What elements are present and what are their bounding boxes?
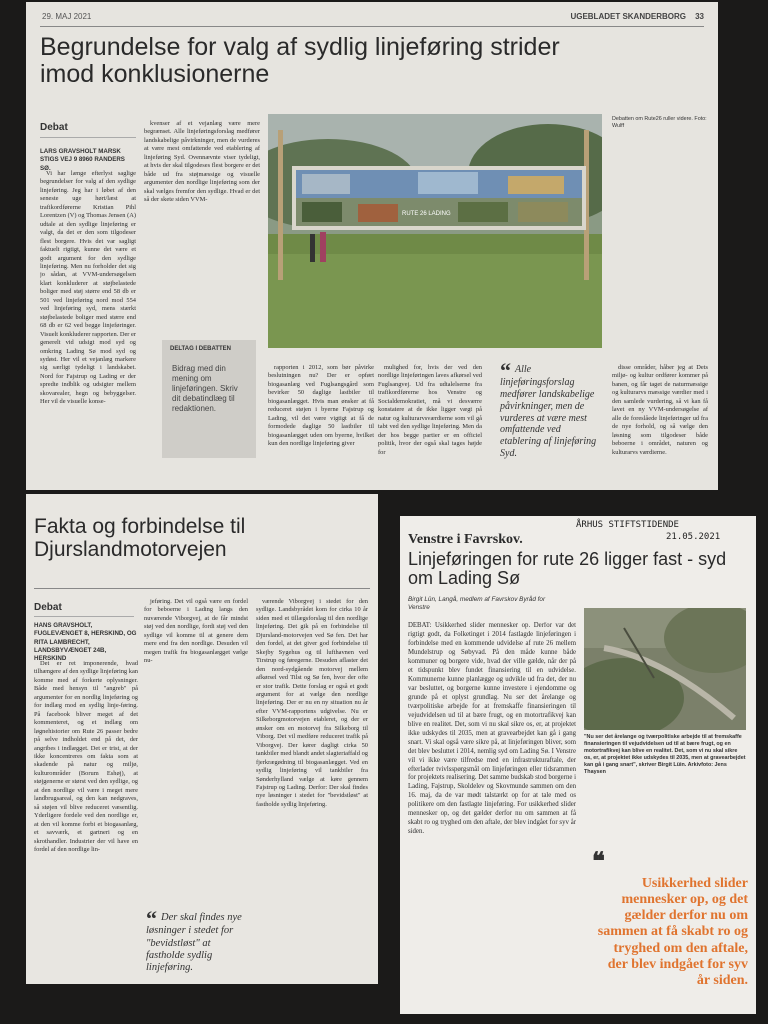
kicker-rule (34, 616, 134, 617)
article-column-1: Vi har længe efterlyst saglige begrundelser for valg af den sydlige linjeføring. Jeg har i løbet af den seneste uge hørt/læst at trafikordførerne Kristian Pihl Lorentzen (V) og Thomas Jensen (A) udtale at den sydlige linjeføring er valgt, da det er den som tilgodeser flest borgere. Hvis det var sagligt faktuelt rigtigt, kunne det være et godt argument for den sydlige linjeføring. Men nu forholder det sig jo sådan, at VVM-undersøgelsen klart konkluderer at støjbelastede boliger med støj større end 58 db er 501 ved linjeføring nord mod 554 ved linjeføring syd, mens stærkt støjbelastede boliger med større end 68 db er 62 ved begge linjeføringer. Visuelt konkluderer rapporten. Der er generelt vid udsigt mod syd og omkring Lading Sø mod syd og sydøst. Her vil et vejanlæg markere sig særligt tydeligt i landskabet. Nord for Fajstrup og Lading er der spredte indblik og udsigter mellem skovarealer, hegn og bebyggelser. Her vil de visuelle konse- (40, 170, 136, 406)
photo-caption: Debatten om Rute26 ruller videre. Foto: Wulff (612, 116, 707, 130)
author-byline: HANS GRAVSHOLT, FUGLEVÆNGET 8, HERSKIND, OG RITA LAMBRECHT, LANDSBYVÆNGET 24B, HERSKIND (34, 622, 137, 663)
sign-text: RUTE 26 LADING (402, 211, 451, 217)
pull-quote (500, 358, 604, 460)
photo-caption: "Nu ser det årelange og tværpolitiske arbejde til at fremskaffe finansieringen til vejudvidelsen ud til at bære frugt, og en motortrafikvej kan blive en realitet. Det, som vi nu skal sikre os, er, at projektet ikke udskydes til 2035, men at gravearbejdet kan gå i gang snart", skriver Birgit Lüin. Arkivfoto: Jens Thaysen (584, 734, 746, 776)
page-number: 33 (695, 12, 704, 21)
kicker-rule (40, 137, 136, 138)
article-headline: Begrundelse for valg af sydlig linjeføring strider imod konklusionerne (40, 33, 560, 88)
participate-box (162, 340, 256, 458)
quote-mark-icon: “ (146, 906, 157, 931)
article-column-4: mulighed for, hvis der ved den nordlige linjeføringen laves afkørsel ved Fuglsangvej. Ud fra udtalelserne fra trafikordførerne hos Venstre og Socialdemokratiet, må vi desværre konstatere at de ikke ligger vægt på natur og kulturarvsværdierne som vil gå tabt ved den sydlige linjeføring. Men da der hos begge partier er en officiel politik, hvor der også skal tages højde for (378, 364, 482, 456)
header-rule (34, 588, 370, 589)
quote-mark-icon: “ (500, 358, 511, 383)
pull-quote (592, 849, 748, 989)
author-byline: Birgit Lün, Langå, medlem af Favrskov Byråd for Venstre (408, 596, 546, 612)
article-column-2: jeføring. Det vil også være en fordel for beboerne i Lading langs den nuværende Viborgvej, at de får mindst støj ved den nordlige, fordi støj ved den sydlige vil komme til at genere dem mere end fra den nordlige. Desuden vil megen trafik fra biogasanlægget vælge nu- (144, 598, 248, 665)
author-byline: LARS GRAVSHOLT MARSK STIGS VEJ 9 8960 RANDERS SØ. (40, 148, 125, 172)
article-headline: Fakta og forbindelse til Djurslandmotorvejen (34, 515, 246, 561)
article-headline: Linjeføringen for rute 26 ligger fast - syd om Lading Sø (408, 549, 727, 589)
pull-quote-text: Alle linjeføringsforslag medfører landskabelige påvirkninger, men de vurderes at være mest omfattende ved etablering af linjeføring Syd. (500, 364, 597, 459)
handwritten-source: ÅRHUS STIFTSTIDENDE (576, 520, 679, 530)
article-body: DEBAT: Usikkerhed slider mennesker op. Derfor var det rigtigt godt, da Folketinget i 2014 fastlagde linjeføringen i forbindelse med en kommende udvidelse af rute 26 mellem Mundelstrup og Søbyvad. På den måde kunne både kommuner og borgere vide, hvad der ville gælde, når der på et tidspunkt blev fundet finansiering til en udvidelse. Kommunerne kunne planlægge og udvikle ud fra det, der nu var besluttet, og borgerne kunne investere i ejendomme og grunde på et oplyst grundlag. Nu ser det årelange og tværpolitiske arbejde for at fremskaffe finansieringen til vejudvidelsen ud til at bære frugt, og en motortrafikvej kan blive en realitet. Det, som vi nu skal sikre os, er, at projektet ikke udskydes til 2035, men at gravearbejdet kan gå i gang snart. Vi skal også være sikre på, at linjeføringen bliver, som det blev besluttet i 2014, nemlig syd om Lading Sø. I Venstre vil vi ikke være tilfredse med en infrastrukturaftale, der efterlader tvivlsspørgsmål om linjeføringen eller tidsrammen for projektets realisering. Det samme budskab stod borgerne i Lading, Fajstrup, Skoldelev og Skovmunde sammen om den 16. maj, da de var mødt talstærkt op for at tale med os politikere om den fastlagte linjeføring. For usikkerhed slider mennesker op, og det gælder derfor nu om sammen at få skabt ro og tryghed om den aftale, der blev indgået for syv år siden. (408, 622, 576, 836)
article-column-5: disse områder, håber jeg at Dets miljø- og kultur ordfører kommer på banen, og får taget de naturmæssige og kulturarvs mæssige værdier med i den samlede vurdering, så vi kan få lavet en ny VVM-undersøgelse af alle de foreslåede linjeføringer ud fra de nye forhold, og så vælge den løsning som tilgodeser både beboerne i området, naturen og kulturarvs værdierne. (612, 364, 708, 456)
header-rule (40, 26, 704, 27)
pull-quote-text: Usikkerhed slider mennesker op, og det gælder derfor nu om sammen at få skabt ro og tryghed om den aftale, der blev indgået for syv år siden. (597, 875, 748, 988)
section-label: Debat (34, 602, 62, 613)
photo-illustration (268, 114, 602, 348)
roadside-sign-photo (268, 114, 602, 348)
section-label: Debat (40, 122, 68, 133)
article-column-3: værende Viborgvej i stedet for den sydlige. Landsbyrådet kom for cirka 10 år siden med et tillægsforslag til den nordlige linjeføring. Det gik på en forbindelse til Djursland-motorvejen ved Sø fen. Det har den fordel, at det giver god forbindelse til Skejby Sygehus og til lufthavnen ved Tirstrup og føregerne. Desuden aflaster det den nord-sydgående motorvej mellem afkørsel ved Tilst og Sø fen, hvor der ofte er stor trafik. Dette forslag er også et godt argument for at vælge den nordlige linjeføring. Der er nu en ny situation nu år efter VVM-rapportens udgivelse. Nu er Silkeborgmotorvejen etableret, og der er ønsker om en motorvej fra Silkeborg til Viborg. Det vil medføre reduceret trafik på Viborgvej. Der kører dagligt cirka 50 tankbiler med blandt andet slagteriaffald og fjerkrægødning til biogasanlægget. Ved en sydlig linjeføring vil tankbiler fra Sønderhylland vælge at køre gennem Fajstrup og Lading. Derfor: Der skal findes nye løsninger i stedet for "bevidstløst" at fastholde sydlig linjeføring. (256, 598, 368, 808)
photo-illustration (584, 608, 746, 730)
participate-box-title: DELTAG I DEBATTEN (170, 346, 231, 352)
participate-box-text: Bidrag med din mening om linjeføringen. Skriv dit debatindlæg til redaktionen. (172, 364, 238, 413)
clipping-djurslandmotorvejen (26, 494, 378, 984)
publication-date: 29. MAJ 2021 (42, 12, 92, 21)
handwritten-date: 21.05.2021 (666, 532, 721, 542)
article-column-2: kvenser af et vejanlæg være mere begrænset. Alle linjeføringsforslag medfører landskabelige påvirkninger, men de vurderes at være mest omfattende ved etablering af linjeføring Syd. Ovennævnte viser tydeligt, at hvis der skal tilgodeses flest borgere er det både ud fra støjmæssige og visuelle argumenter den nordlige linjeføring som der skal vælges fremfor den sydlige. Hvad er det så der skete siden VVM- (144, 120, 260, 204)
section-heading: Venstre i Favrskov. (408, 532, 523, 547)
article-column-3: rapporten i 2012, som bør påvirke beslutningen nu? Der er opført biogasanlæg ved Fuglsangsgård som bevirker 50 daglige lastbiler til biogasanlægget. Hvis man ønsker at få reduceret støjen i byerne Fajstrup og Lading, vil det være vigtigt at få de formodede daglige 50 lastbiler til biogasanlægget uden om byerne, hvilket kun den nordlige linjeføring giver (268, 364, 374, 448)
clipping-ugebladet (26, 2, 718, 490)
clipping-favrskov (400, 516, 756, 1014)
pull-quote (146, 906, 248, 975)
newspaper-name: UGEBLADET SKANDERBORG (570, 12, 686, 21)
article-column-1: Det er ret imponerende, hvad tilhængere af den sydlige linjeføring kan komme med af forkerte oplysninger. Både med hensyn til "angreb" på argumenter for en nordlig linjeføring og for indlæg mod en sydlig linje-føring. På facebook bliver meget af det kommenteret, og et indlæg om løgnehistorier om Rute 26 passer bedre på selve indholdet end på det, der angribes i indlægget. Det er trist, at der ikke koncentreres om fakta som at skadende på natur og miljø, kulturområder (Borum Eshøj), at støjgenerne er størst ved den sydlige, og at den nordlige vil være i meget mere landbrugsareal, og den kan nedgraves, så støjen vil blive reduceret væsentlig. Yderligere fordele ved den nordlige er, at den vil komme forbi et biogasanlæg, et savværk, et gartneri og en skrothandler. Industrier der vil have en fordel af den nordlige lin- (34, 660, 138, 853)
pull-quote-text: Der skal findes nye løsninger i stedet for "bevidstløst" at fastholde sydlig linjeføring. (146, 912, 242, 974)
road-aerial-photo (584, 608, 746, 730)
quote-mark-icon: ❝ (592, 849, 605, 875)
